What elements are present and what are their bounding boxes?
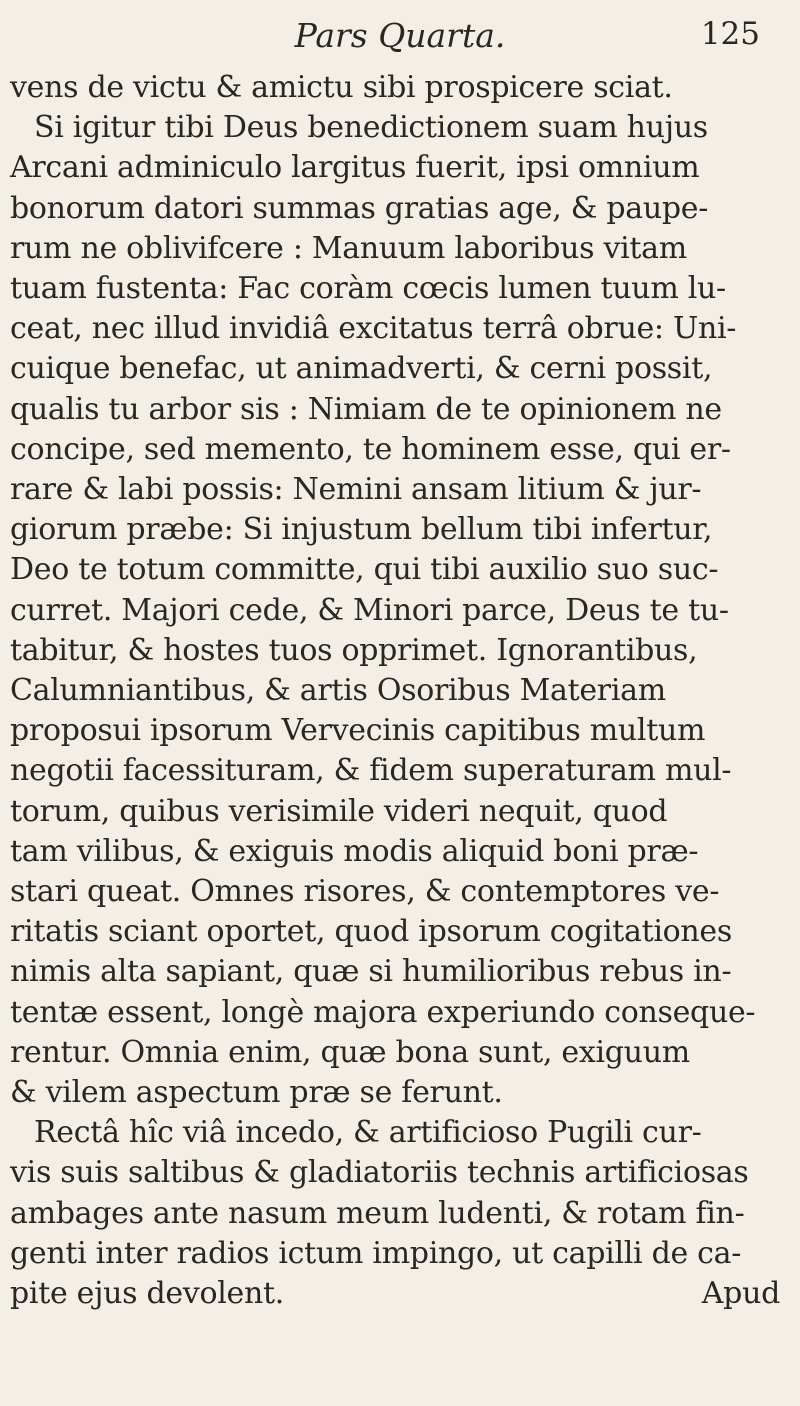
text-line: & vilem aspectum præ se ferunt. (10, 1075, 503, 1111)
text-line: tam vilibus, & exiguis modis aliquid boni præ- (10, 833, 699, 869)
text-line: rentur. Omnia enim, quæ bona sunt, exiguum (10, 1034, 690, 1070)
text-line: tentæ essent, longè majora experiundo conseque- (10, 994, 756, 1030)
body-text (10, 68, 790, 1314)
text-line: Rectâ hîc viâ incedo, & artificioso Pugili cur- (34, 1115, 702, 1151)
text-line: curret. Majori cede, & Minori parce, Deus te tu- (10, 592, 729, 628)
text-line: bonorum datori summas gratias age, & paupe- (10, 190, 709, 226)
text-line: Deo te totum committe, qui tibi auxilio suo suc- (10, 552, 719, 588)
text-line: rum ne oblivifcere : Manuum laboribus vitam (10, 230, 687, 266)
page-header (0, 16, 800, 68)
text-line: genti inter radios ictum impingo, ut capilli de ca- (10, 1235, 742, 1271)
text-line: concipe, sed memento, te hominem esse, qui er- (10, 431, 731, 467)
text-line: ritatis sciant oportet, quod ipsorum cogitationes (10, 914, 732, 950)
text-line: torum, quibus verisimile videri nequit, quod (10, 793, 668, 829)
text-line: Arcani adminiculo largitus fuerit, ipsi omnium (10, 150, 700, 186)
final-line-row (10, 1274, 790, 1314)
text-line: ambages ante nasum meum ludenti, & rotam fin- (10, 1195, 745, 1231)
text-line: pite ejus devolent. (10, 1276, 284, 1312)
text-line: ceat, nec illud invidiâ excitatus terrâ obrue: Uni- (10, 311, 737, 347)
text-line: cuique benefac, ut animadverti, & cerni possit, (10, 351, 713, 387)
text-line: tuam fustenta: Fac coràm cœcis lumen tuum lu- (10, 271, 726, 307)
text-line: giorum præbe: Si injustum bellum tibi infertur, (10, 512, 713, 548)
text-line: nimis alta sapiant, quæ si humilioribus rebus in- (10, 954, 732, 990)
text-line: qualis tu arbor sis : Nimiam de te opinionem ne (10, 391, 722, 427)
text-line: Si igitur tibi Deus benedictionem suam hujus (34, 110, 708, 146)
text-line: Calumniantibus, & artis Osoribus Materiam (10, 673, 666, 709)
text-line: negotii facessituram, & fidem superaturam mul- (10, 753, 732, 789)
text-line: vis suis saltibus & gladiatoriis technis artificiosas (10, 1155, 749, 1191)
text-line: tabitur, & hostes tuos opprimet. Ignorantibus, (10, 632, 698, 668)
text-line: stari queat. Omnes risores, & contemptores ve- (10, 874, 720, 910)
running-title: Pars Quarta. (294, 16, 506, 55)
text-line: rare & labi possis: Nemini ansam litium & jur- (10, 472, 702, 508)
page-number: 125 (700, 16, 760, 52)
text-line: proposui ipsorum Vervecinis capitibus multum (10, 713, 706, 749)
text-line: vens de victu & amictu sibi prospicere sciat. (10, 70, 673, 105)
catchword: Apud (701, 1276, 780, 1312)
